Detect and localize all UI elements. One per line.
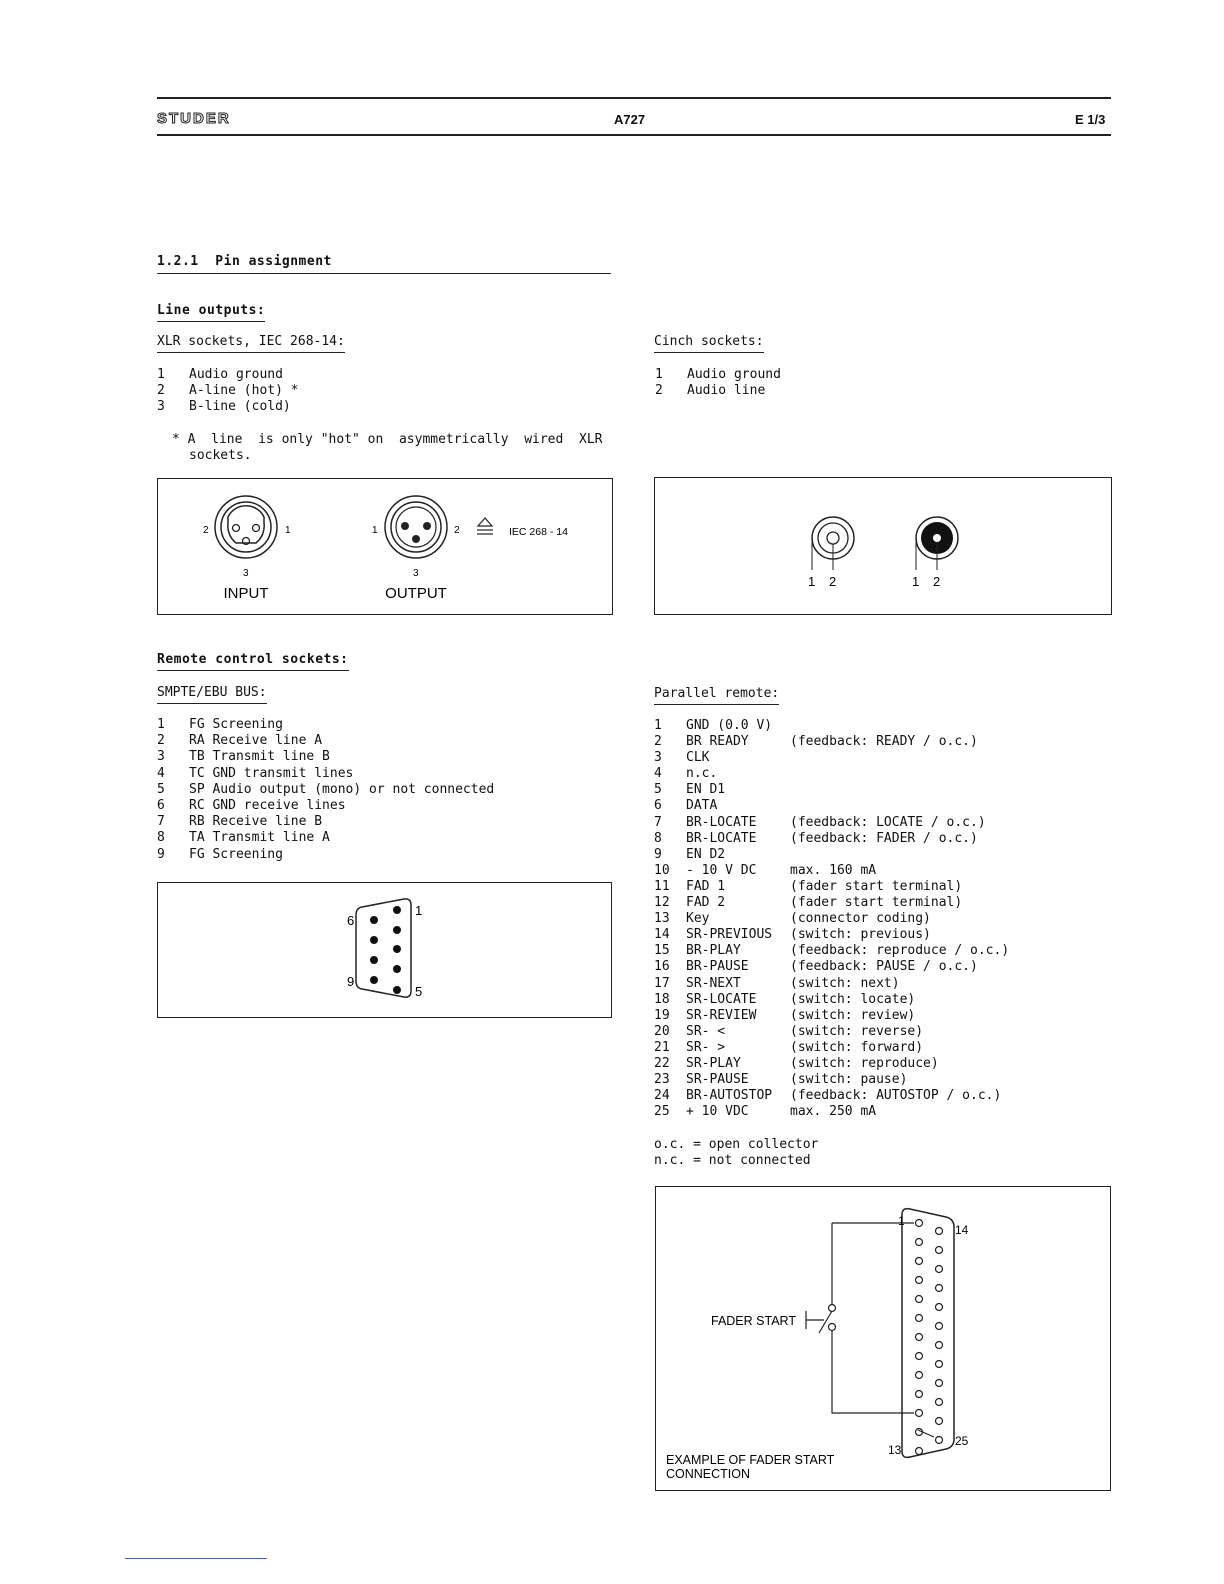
output-pin1-label: 1 (372, 525, 378, 536)
list-item: 3 TB Transmit line B (157, 749, 330, 765)
corresponds-icon (477, 518, 493, 534)
dsub25-pin (936, 1380, 943, 1387)
list-item: 7 RB Receive line B (157, 814, 323, 830)
smpte-pin-list (157, 717, 494, 863)
list-item: 21 SR- > (switch: forward) (654, 1039, 924, 1055)
xlr-input-connector (215, 496, 277, 558)
dsub25-pin14-label: 14 (955, 1223, 969, 1237)
xlr-diagram (157, 478, 613, 615)
dsub25-pin (936, 1228, 943, 1235)
header-top-rule (157, 97, 1111, 99)
dsub9-pins (370, 906, 401, 994)
list-item: 25 + 10 VDC max. 250 mA (654, 1104, 877, 1120)
dsub25-pin (916, 1410, 923, 1417)
output-pin2-label: 2 (454, 525, 460, 536)
fader-start-label: FADER START (711, 1314, 796, 1328)
list-item: 10 - 10 V DC max. 160 mA (654, 862, 877, 878)
parallel-title (654, 686, 779, 705)
list-item: 5 EN D1 (654, 782, 726, 798)
xlr-footnote-cont: sockets. (189, 448, 252, 463)
cinch-a-pin2: 2 (829, 574, 837, 589)
dsub25-pin (916, 1258, 923, 1265)
smpte-diagram (157, 882, 612, 1018)
parallel-pin-list (654, 718, 1009, 1120)
dsub25-pin (916, 1334, 923, 1341)
xlr-footnote: * A line is only "hot" on asymmetrically wired XLR (172, 432, 603, 447)
list-item: 6 RC GND receive lines (157, 798, 346, 814)
dsub25-pin (936, 1285, 943, 1292)
list-item: 22 SR-PLAY (switch: reproduce) (654, 1055, 939, 1071)
dsub25-pin (916, 1239, 923, 1246)
list-item: 8 BR-LOCATE (feedback: FADER / o.c.) (654, 830, 978, 846)
dsub25-pin (936, 1418, 943, 1425)
list-item: 2 Audio line (655, 383, 766, 399)
section-title: 1.2.1 Pin assignment (157, 254, 611, 274)
xlr-title-text: XLR sockets, IEC 268-14: (157, 334, 345, 353)
line-outputs-title-text: Line outputs: (157, 303, 265, 322)
list-item: 1 GND (0.0 V) (654, 718, 773, 733)
cinch-pin-list (655, 367, 781, 399)
dsub25-pin (936, 1323, 943, 1330)
list-item: 9 EN D2 (654, 846, 726, 862)
dsub25-pin (916, 1448, 923, 1455)
line-outputs-title (157, 303, 265, 322)
dsub25-pin13-label: 13 (888, 1443, 902, 1457)
dsub25-pin (916, 1220, 923, 1227)
dsub25-pin (916, 1296, 923, 1303)
input-pin2-label: 2 (203, 525, 209, 536)
dsub25-pin25-label: 25 (955, 1434, 969, 1448)
list-item: 3 B-line (cold) (157, 399, 291, 415)
output-label: OUTPUT (385, 585, 447, 602)
cinch-a-pin1: 1 (808, 574, 816, 589)
list-item: 6 DATA (654, 798, 718, 814)
dsub9-pin1-label: 1 (415, 903, 423, 918)
list-item: 7 BR-LOCATE (feedback: LOCATE / o.c.) (654, 814, 986, 830)
dsub25-pin (936, 1266, 943, 1273)
list-item: 3 CLK (654, 750, 710, 766)
fader-caption-line2: CONNECTION (666, 1467, 751, 1481)
list-item: 18 SR-LOCATE (switch: locate) (654, 991, 916, 1007)
abbrev-oc: o.c. = open collector (654, 1137, 819, 1152)
model-number: A727 (614, 112, 646, 127)
list-item: 2 RA Receive line A (157, 733, 323, 749)
cinch-b-pin2: 2 (933, 574, 941, 589)
list-item: 24 BR-AUTOSTOP (feedback: AUTOSTOP / o.c.) (654, 1088, 1002, 1104)
cinch-b-pin1: 1 (912, 574, 920, 589)
xlr-connector-drawing (158, 479, 611, 613)
cinch-connector-drawing (655, 478, 1110, 613)
push-button-icon (806, 1311, 824, 1329)
input-pin3-label: 3 (243, 568, 249, 579)
dsub25-pin (916, 1277, 923, 1284)
xlr-title (157, 334, 345, 353)
list-item: 2 BR READY (feedback: READY / o.c.) (654, 734, 978, 750)
dsub25-drawing (656, 1187, 1109, 1489)
list-item: 15 BR-PLAY (feedback: reproduce / o.c.) (654, 943, 1010, 959)
list-item: 17 SR-NEXT (switch: next) (654, 975, 900, 991)
dsub25-pin (916, 1391, 923, 1398)
xlr-pin-list (157, 367, 299, 416)
dsub9-drawing (158, 883, 610, 1016)
cinch-title (654, 334, 764, 353)
dsub9-pin6-label: 6 (347, 913, 355, 928)
dsub25-pins (916, 1220, 943, 1455)
list-item: 4 TC GND transmit lines (157, 765, 354, 781)
list-item: 1 FG Screening (157, 717, 283, 732)
list-item: 20 SR- < (switch: reverse) (654, 1023, 924, 1039)
list-item: 14 SR-PREVIOUS (switch: previous) (654, 927, 931, 943)
cinch-socket-filled (916, 517, 958, 570)
dsub25-pin (936, 1437, 943, 1444)
list-item: 8 TA Transmit line A (157, 830, 330, 846)
smpte-title-text: SMPTE/EBU BUS: (157, 685, 267, 704)
parallel-title-text: Parallel remote: (654, 686, 779, 705)
list-item: 16 BR-PAUSE (feedback: PAUSE / o.c.) (654, 959, 978, 975)
remote-title (157, 652, 349, 671)
iec-standard-label: IEC 268 - 14 (509, 526, 568, 538)
list-item: 5 SP Audio output (mono) or not connected (157, 781, 495, 797)
list-item: 23 SR-PAUSE (switch: pause) (654, 1072, 908, 1088)
header-bottom-rule (157, 134, 1111, 136)
dsub25-pin (936, 1399, 943, 1406)
fader-start-diagram (655, 1186, 1111, 1491)
dsub25-pin (936, 1361, 943, 1368)
list-item: 4 n.c. (654, 766, 718, 782)
abbrev-nc: n.c. = not connected (654, 1153, 811, 1168)
xlr-output-connector (385, 496, 447, 558)
dsub25-pin (936, 1342, 943, 1349)
dsub25-pin1-label: 1 (898, 1214, 905, 1228)
fader-caption-line1: EXAMPLE OF FADER START (666, 1453, 835, 1467)
input-pin1-label: 1 (285, 525, 291, 536)
cinch-title-text: Cinch sockets: (654, 334, 764, 353)
brand-logo: STUDER (157, 110, 231, 127)
dsub25-pin (916, 1315, 923, 1322)
dsub25-pin (916, 1372, 923, 1379)
list-item: 19 SR-REVIEW (switch: review) (654, 1007, 916, 1023)
dsub25-pin (916, 1353, 923, 1360)
list-item: 12 FAD 2 (fader start terminal) (654, 895, 963, 911)
list-item: 1 Audio ground (157, 367, 283, 382)
list-item: 9 FG Screening (157, 846, 283, 862)
list-item: 11 FAD 1 (fader start terminal) (654, 878, 963, 894)
page-number: E 1/3 (1075, 112, 1106, 127)
dsub9-pin5-label: 5 (415, 984, 423, 999)
remote-title-text: Remote control sockets: (157, 652, 349, 671)
dsub25-pin (936, 1247, 943, 1254)
footer-rule (125, 1558, 267, 1559)
list-item: 2 A-line (hot) * (157, 383, 299, 399)
dsub9-pin9-label: 9 (347, 974, 355, 989)
output-pin3-label: 3 (413, 568, 419, 579)
input-label: INPUT (223, 585, 269, 602)
cinch-diagram (654, 477, 1112, 615)
list-item: 1 Audio ground (655, 367, 781, 382)
dsub25-pin (936, 1304, 943, 1311)
list-item: 13 Key (connector coding) (654, 911, 931, 927)
smpte-title (157, 685, 267, 704)
cinch-socket-open (812, 517, 854, 570)
